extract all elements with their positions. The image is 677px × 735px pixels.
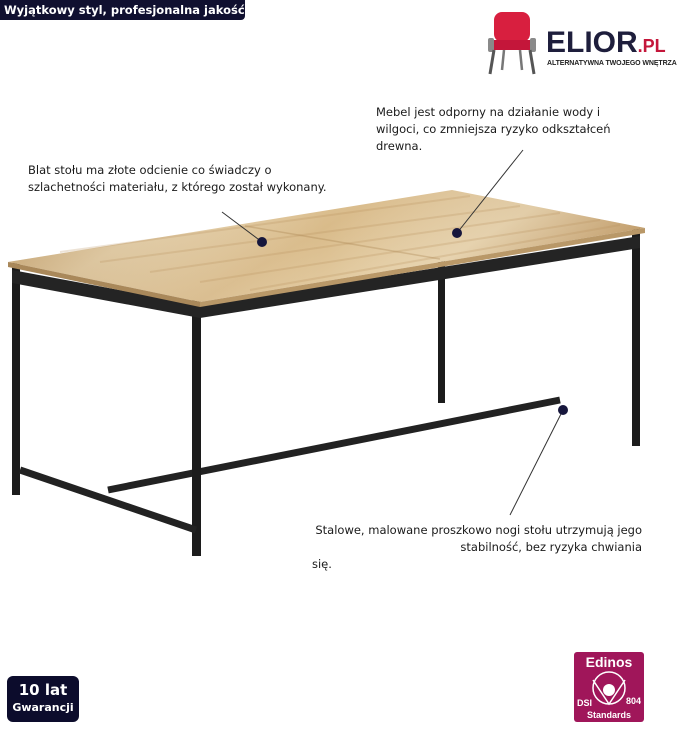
callout-water-resistance: Mebel jest odporny na działanie wody i wilgoci, co zmniejsza ryzyko odkształceń drewna. (376, 105, 611, 153)
certificate-title: Edinos (585, 654, 633, 670)
pointer-dot-top (257, 237, 267, 247)
certificate-dsi: DSI (577, 698, 593, 708)
logo-suffix: .PL (637, 36, 666, 56)
callout-legs-main: Stalowe, malowane proszkowo nogi stołu utrzymują jego stabilność, bez ryzyka chwiania (315, 523, 642, 554)
pointer-dot-legs (558, 405, 568, 415)
warranty-years: 10 lat (18, 681, 68, 699)
warranty-badge (7, 676, 79, 722)
banner-text: Wyjątkowy styl, profesjonalna jakość! (4, 3, 250, 17)
edinos-certificate-badge (574, 652, 644, 722)
certificate-code: 804 (625, 696, 641, 706)
warranty-label: Gwarancji (12, 701, 74, 714)
callout-legs (312, 522, 642, 573)
certificate-standards: Standards (586, 710, 631, 720)
logo-brand: ELIOR (546, 26, 638, 59)
logo-tagline: ALTERNATYWNA TWOJEGO WNĘTRZA (547, 60, 677, 67)
pointer-dot-water (452, 228, 462, 238)
callout-tabletop: Blat stołu ma złote odcienie co świadczy o szlachetności materiału, z którego został wykonany. (28, 163, 327, 194)
callout-legs-end: się. (312, 557, 332, 571)
